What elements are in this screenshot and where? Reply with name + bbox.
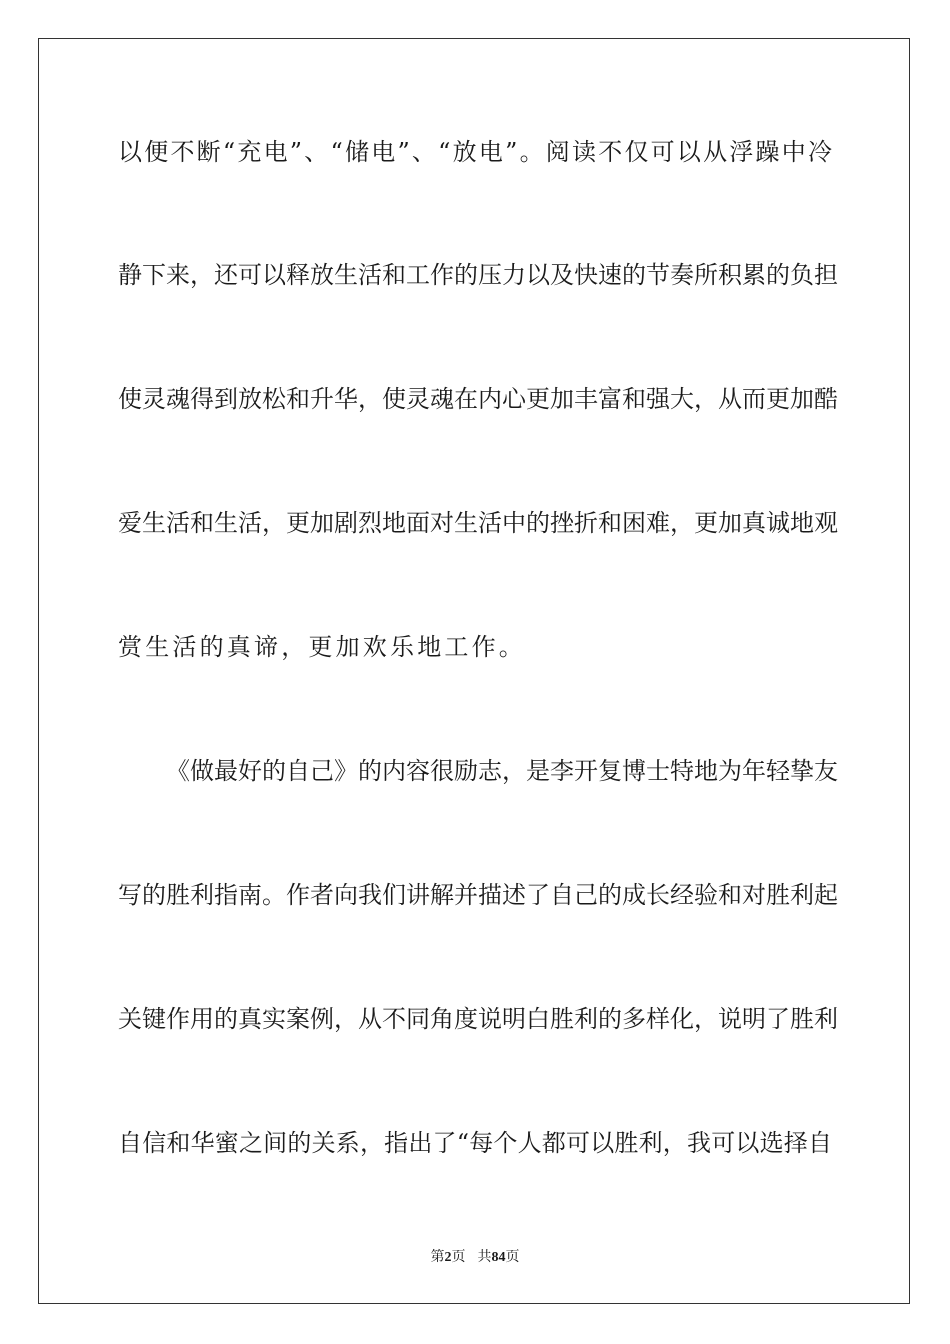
total-prefix: 共: [477, 1250, 492, 1265]
body-line-3: 使灵魂得到放松和升华，使灵魂在内心更加丰富和强大，从而更加酷: [118, 385, 838, 413]
body-line-4: 爱生活和生活，更加剧烈地面对生活中的挫折和困难，更加真诚地观: [118, 509, 838, 537]
page-prefix: 第: [430, 1250, 445, 1265]
page-number: 2: [444, 1250, 452, 1265]
body-line-1: 以便不断“充电”、“储电”、“放电”。阅读不仅可以从浮躁中冷: [118, 138, 832, 166]
total-suffix: 页: [505, 1250, 520, 1265]
paragraph-2-line-1: 《做最好的自己》的内容很励志，是李开复博士特地为年轻挚友: [166, 757, 838, 785]
page-suffix: 页: [451, 1250, 466, 1265]
page-border: [38, 38, 910, 1304]
total-pages: 84: [491, 1250, 506, 1265]
body-line-8: 关键作用的真实案例，从不同角度说明白胜利的多样化，说明了胜利: [118, 1005, 838, 1033]
body-line-5: 赏生活的真谛，更加欢乐地工作。: [118, 633, 526, 661]
body-line-7: 写的胜利指南。作者向我们讲解并描述了自己的成长经验和对胜利起: [118, 881, 838, 909]
body-line-2: 静下来，还可以释放生活和工作的压力以及快速的节奏所积累的负担: [118, 261, 838, 289]
page-footer: [0, 1248, 950, 1268]
body-line-9: 自信和华蜜之间的关系，指出了“每个人都可以胜利，我可以选择自: [118, 1129, 832, 1157]
